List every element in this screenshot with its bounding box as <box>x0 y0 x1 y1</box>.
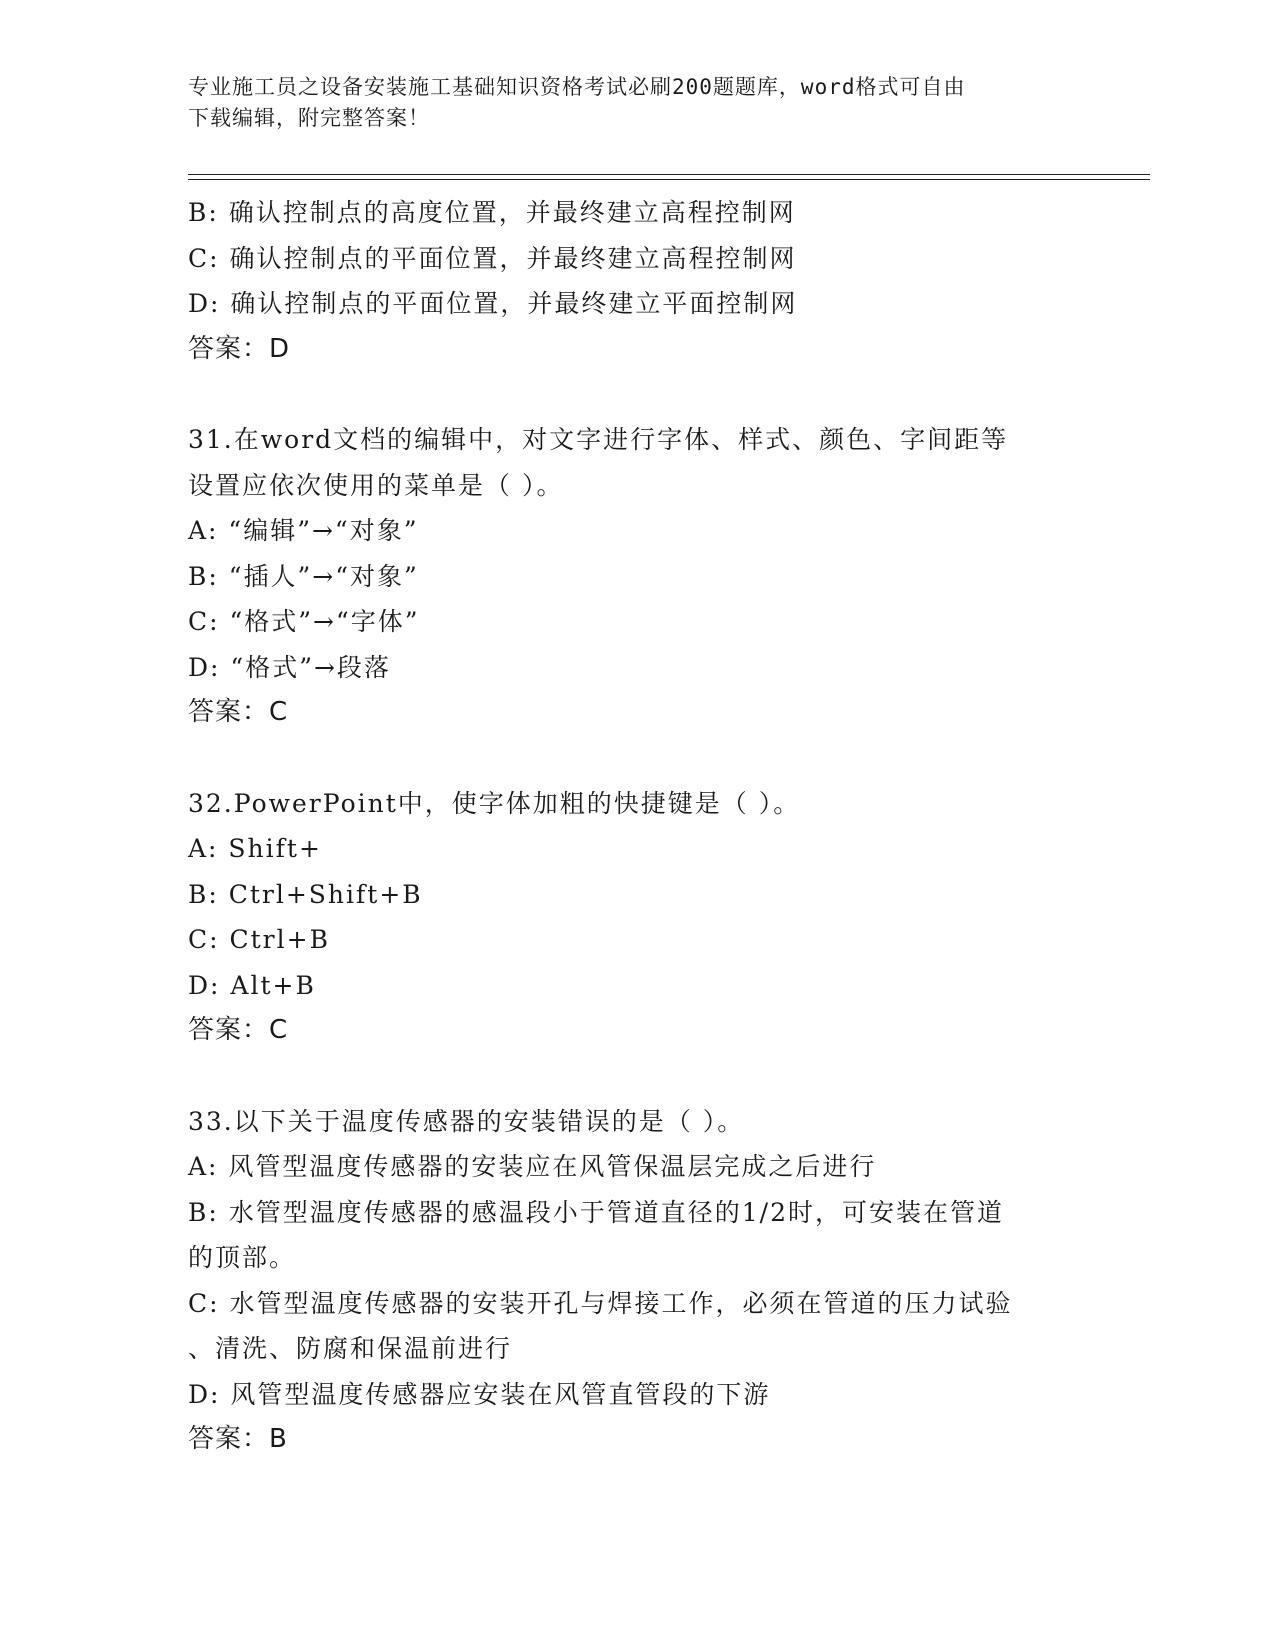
option-b: B: 确认控制点的高度位置，并最终建立高程控制网 <box>188 198 796 227</box>
question-stem: 设置应依次使用的菜单是（ ）。 <box>188 470 564 500</box>
header-divider-top <box>188 174 1150 175</box>
question-stem: 31.在word文档的编辑中，对文字进行字体、样式、颜色、字间距等 <box>188 425 1009 454</box>
option-d: D: 确认控制点的平面位置，并最终建立平面控制网 <box>188 289 798 318</box>
question-31 <box>188 417 1088 736</box>
option-a: A: 风管型温度传感器的安装应在风管保温层完成之后进行 <box>188 1152 877 1181</box>
option-c: C: Ctrl+B <box>188 925 330 954</box>
header-line-2: 下载编辑，附完整答案！ <box>188 106 430 130</box>
question-stem: 32.PowerPoint中，使字体加粗的快捷键是（ ）。 <box>188 788 801 818</box>
option-b: B: 水管型温度传感器的感温段小于管道直径的1/2时，可安装在管道 <box>188 1197 1004 1227</box>
header-divider-bottom <box>188 179 1150 180</box>
header-line-1: 专业施工员之设备安装施工基础知识资格考试必刷200题题库，word格式可自由 <box>188 75 966 99</box>
option-b-continued: 的顶部。 <box>188 1243 297 1272</box>
option-a: A: “编辑”→“对象” <box>188 516 419 545</box>
answer-line: 答案：C <box>188 1015 289 1045</box>
answer-line: 答案：C <box>188 697 289 727</box>
option-c: C: 水管型温度传感器的安装开孔与焊接工作，必须在管道的压力试验 <box>188 1288 1013 1318</box>
option-c-continued: 、清洗、防腐和保温前进行 <box>188 1334 513 1363</box>
option-c: C: “格式”→“字体” <box>188 607 420 636</box>
question-stem: 33.以下关于温度传感器的安装错误的是（ ）。 <box>188 1106 745 1136</box>
question-32 <box>188 781 1088 1054</box>
answer-line: 答案：B <box>188 1424 288 1454</box>
answer-line: 答案：D <box>188 333 291 364</box>
option-c: C: 确认控制点的平面位置，并最终建立高程控制网 <box>188 243 797 273</box>
option-d: D: Alt+B <box>188 970 316 1000</box>
option-d: D: 风管型温度传感器应安装在风管直管段的下游 <box>188 1379 771 1409</box>
question-33 <box>188 1099 1088 1463</box>
option-b: B: “插人”→“对象” <box>188 561 419 591</box>
question-30-fragment <box>188 190 1088 372</box>
option-d: D: “格式”→段落 <box>188 652 391 682</box>
question-list <box>188 190 1088 1463</box>
option-a: A: Shift+ <box>188 834 322 863</box>
document-header <box>188 72 1088 134</box>
option-b: B: Ctrl+Shift+B <box>188 879 423 909</box>
